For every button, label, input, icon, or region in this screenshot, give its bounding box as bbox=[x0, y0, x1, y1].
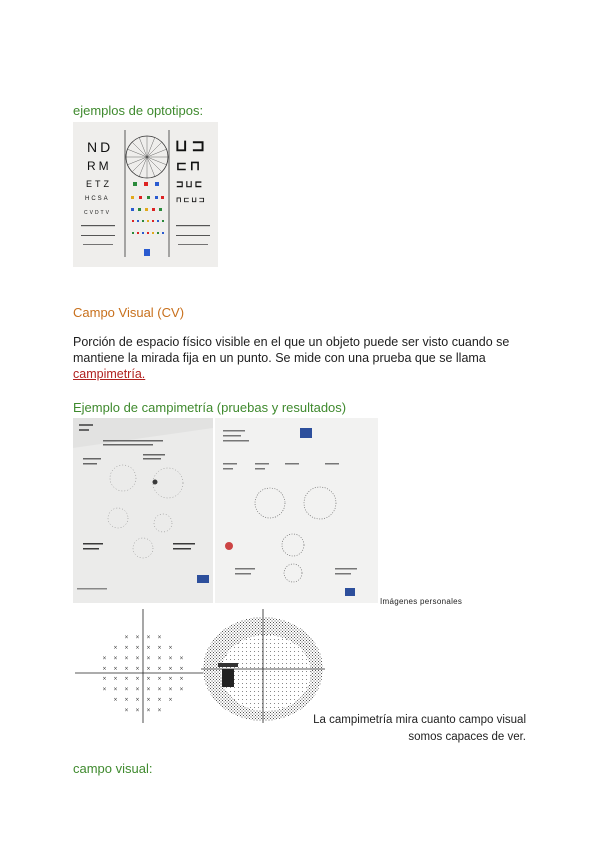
grid-point: × bbox=[157, 634, 162, 641]
grid-point: × bbox=[146, 634, 151, 641]
campimetry-photo-left-graphic bbox=[73, 418, 213, 603]
grid-point: × bbox=[113, 644, 118, 651]
grid-point: × bbox=[135, 634, 140, 641]
grid-point: × bbox=[157, 665, 162, 672]
example-heading: Ejemplo de campimetría (pruebas y resultados) bbox=[73, 400, 347, 415]
grid-point: × bbox=[124, 644, 129, 651]
grid-point: × bbox=[113, 676, 118, 683]
grid-point: × bbox=[179, 655, 184, 662]
grid-point: × bbox=[113, 665, 118, 672]
grid-point: × bbox=[157, 707, 162, 714]
tumbling-row-3: ⊐⊔⊏ bbox=[176, 179, 205, 189]
grid-point: × bbox=[124, 655, 129, 662]
grid-point: × bbox=[168, 697, 173, 704]
grid-point: × bbox=[146, 697, 151, 704]
grid-point: × bbox=[157, 676, 162, 683]
grid-point: × bbox=[135, 665, 140, 672]
tumbling-row-1: ⊔⊐ bbox=[175, 138, 209, 155]
grid-point: × bbox=[113, 686, 118, 693]
test-point-grid-graphic bbox=[73, 607, 213, 725]
campimetry-photo-right-graphic bbox=[215, 418, 378, 603]
grid-point: × bbox=[124, 707, 129, 714]
grid-point: × bbox=[124, 634, 129, 641]
grid-point: × bbox=[179, 686, 184, 693]
grid-point: × bbox=[146, 676, 151, 683]
grid-point: × bbox=[168, 686, 173, 693]
tumbling-row-4: ⊓⊏⊔⊐ bbox=[176, 197, 207, 204]
grid-point: × bbox=[157, 655, 162, 662]
grid-point: × bbox=[146, 665, 151, 672]
campimetry-photo-right bbox=[215, 418, 378, 603]
grid-point: × bbox=[124, 665, 129, 672]
caption-line-1: La campimetría mira cuanto campo visual bbox=[313, 714, 526, 726]
cv-heading: Campo Visual (CV) bbox=[73, 305, 185, 320]
grid-point: × bbox=[113, 655, 118, 662]
grid-point: × bbox=[157, 697, 162, 704]
campimetria-link[interactable]: campimetría. bbox=[73, 367, 146, 381]
final-heading: campo visual: bbox=[73, 761, 153, 776]
grid-point: × bbox=[168, 655, 173, 662]
images-caption: Imágenes personales bbox=[380, 597, 463, 606]
test-point-grid bbox=[73, 607, 213, 725]
letter-row-4: HCSA bbox=[85, 196, 110, 202]
grid-point: × bbox=[124, 686, 129, 693]
grid-point: × bbox=[179, 665, 184, 672]
optotype-chart-image bbox=[73, 122, 218, 267]
grid-point: × bbox=[157, 686, 162, 693]
grid-point: × bbox=[135, 644, 140, 651]
caption-line-2: somos capaces de ver. bbox=[408, 731, 526, 743]
letter-row-2: RM bbox=[87, 159, 112, 173]
campimetry-photo-left bbox=[73, 418, 213, 603]
visual-field-plot bbox=[198, 607, 328, 725]
letter-row-1: ND bbox=[87, 139, 114, 155]
grid-point: × bbox=[135, 707, 140, 714]
grid-point: × bbox=[102, 665, 107, 672]
grid-point: × bbox=[146, 655, 151, 662]
cv-paragraph-text: Porción de espacio físico visible en el que un objeto puede ser visto cuando se mantiene la mirada fija en un punto. Se mide con una prueba que se llama bbox=[73, 335, 510, 365]
grid-point: × bbox=[135, 697, 140, 704]
optotypes-heading: ejemplos de optotipos: bbox=[73, 103, 204, 118]
grid-point: × bbox=[102, 686, 107, 693]
grid-point: × bbox=[179, 676, 184, 683]
grid-point: × bbox=[168, 644, 173, 651]
tumbling-row-2: ⊏⊓ bbox=[176, 158, 204, 173]
grid-point: × bbox=[146, 686, 151, 693]
visual-field-plot-graphic bbox=[198, 607, 328, 725]
grid-point: × bbox=[135, 686, 140, 693]
grid-point: × bbox=[168, 665, 173, 672]
letter-row-3: ETZ bbox=[86, 179, 112, 189]
grid-point: × bbox=[135, 655, 140, 662]
grid-point: × bbox=[113, 697, 118, 704]
grid-point: × bbox=[124, 697, 129, 704]
grid-point: × bbox=[146, 644, 151, 651]
grid-point: × bbox=[157, 644, 162, 651]
grid-point: × bbox=[124, 676, 129, 683]
grid-point: × bbox=[146, 707, 151, 714]
grid-point: × bbox=[135, 676, 140, 683]
grid-point: × bbox=[168, 676, 173, 683]
cv-paragraph bbox=[73, 334, 513, 382]
campimetry-caption bbox=[290, 712, 526, 746]
letter-row-5: CVDTV bbox=[84, 210, 111, 216]
grid-point: × bbox=[102, 676, 107, 683]
grid-point: × bbox=[102, 655, 107, 662]
